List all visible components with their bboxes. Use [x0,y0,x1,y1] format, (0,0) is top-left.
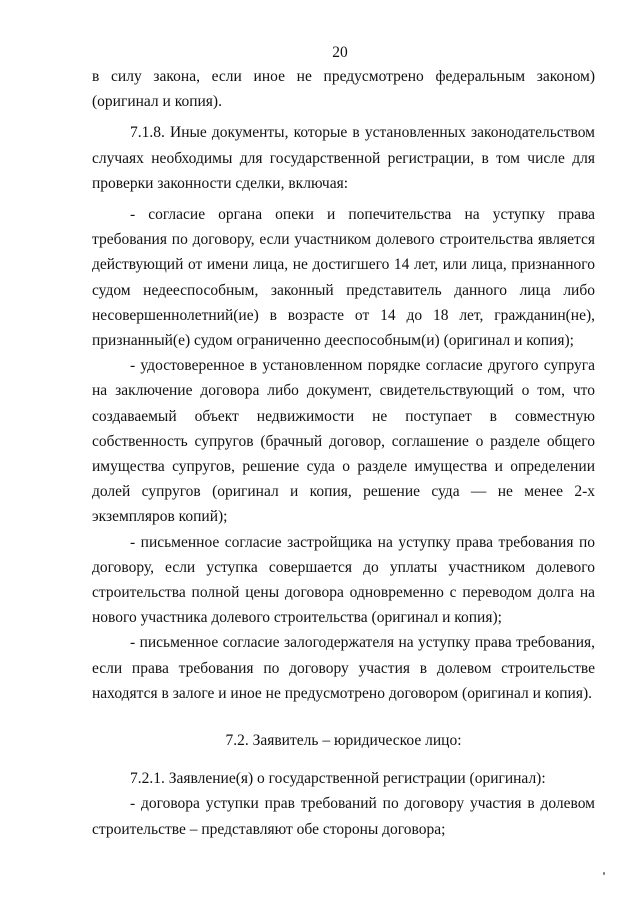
paragraph-assignment-application: - договора уступки прав требований по договору участия в долевом строительстве – представляют обе стороны договора; [92,795,595,838]
page-number: 20 [332,44,348,61]
section-heading-7-2: 7.2. Заявитель – юридическое лицо: [225,732,462,750]
paragraph-developer-consent: - письменное согласие застройщика на уступку права требования по договору, если уступка совершается до уплаты участником долевого строительства полной цены договора одновременно с переводом долга на нового участника долевого строительства (оригинал и копия); [92,533,595,627]
paragraph-spouse-consent: - удостоверенное в установленном порядке согласие другого супруга на заключение договора либо документ, свидетельствующий о том, что создаваемый объект недвижимости не поступает в совместную собственность супругов (брачный договор, соглашение о разделе общего имущества супругов, решение суда о разделе имущества и определении долей супругов (оригинал и копия, решение суда — не менее 2-х экземпляров копий); [92,357,595,526]
paragraph-7-2-1: 7.2.1. Заявление(я) о государственной регистрации (оригинал): [130,770,546,788]
paragraph-continuation: в силу закона, если иное не предусмотрено федеральным законом) (оригинал и копия). [92,68,595,111]
paragraph-pledgee-consent: - письменное согласие залогодержателя на уступку права требования, если права требования по договору участия в долевом строительстве находятся в залоге и иное не предусмотрено договором (оригинал и копия). [92,634,595,702]
paragraph-guardianship-consent: - согласие органа опеки и попечительства на уступку права требования по договору, если участником долевого строительства является действующий от имени лица, не достигшего 14 лет, или лица, признанного судом недееспособным, законный представитель данного лица либо несовершеннолетний(ие) в возрасте от 14 до 18 лет, гражданин(не), признанный(е) судом ограниченно дееспособным(и) (оригинал и копия); [92,206,595,350]
scan-speck [603,872,605,875]
paragraph-7-1-8: 7.1.8. Иные документы, которые в установленных законодательством случаях необходимы для государственной регистрации, в том числе для проверки законности сделки, включая: [92,124,595,192]
document-body [92,64,595,842]
